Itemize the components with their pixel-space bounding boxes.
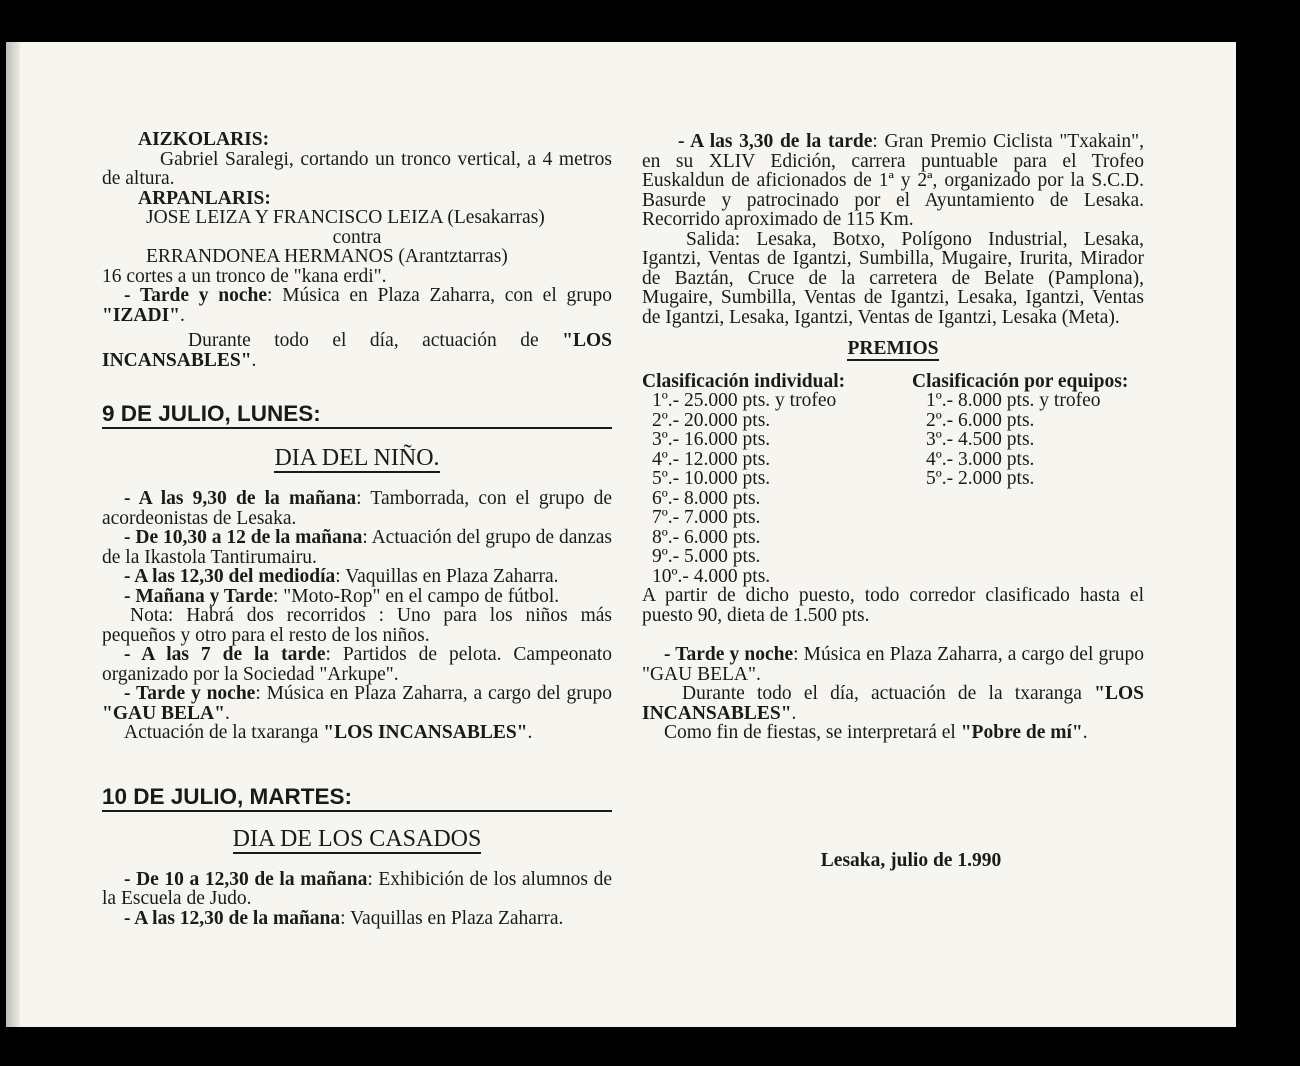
event-item: - A las 12,30 del mediodía: Vaquillas en Plaza Zaharra. xyxy=(124,566,559,587)
prize-row: 2º.- 20.000 pts. xyxy=(652,409,771,431)
individual-header: Clasificación individual: xyxy=(642,370,846,392)
prize-row: 3º.- 16.000 pts. xyxy=(652,429,771,450)
page xyxy=(6,42,1236,1027)
gran-premio-text: - A las 3,30 de la tarde: Gran Premio Ciclista "Txakain", en su XLIV Edición, carrera puntuable para el Trofeo Euskaldun de aficionados de 1ª y 2ª, organizado por la S.C.D. Basurde y patrocinado por el Ayuntamiento de Lesaka. Recorrido aproximado de 115 Km. xyxy=(642,131,1144,230)
prize-row: 5º.- 2.000 pts. xyxy=(926,468,1035,489)
footer-place-date: Lesaka, julio de 1.990 xyxy=(820,849,1002,871)
event-list-9-julio xyxy=(102,489,612,743)
salida-route-text: Salida: Lesaka, Botxo, Polígono Industrial, Lesaka, Igantzi, Ventas de Igantzi, Sumbilla, Mugaire, Irurita, Mirador de Baztán, Cruce de la carretera de Belate (Pamplona), Mugaire, Sumbilla, Ventas de Igantzi, Lesaka, Igantzi, Ventas de Igantzi, Lesaka, Igantzi, Ventas de Igantzi, Lesaka (Meta). xyxy=(642,228,1144,328)
prize-row: 1º.- 25.000 pts. y trofeo xyxy=(652,390,837,411)
prize-row: 4º.- 12.000 pts. xyxy=(652,448,771,470)
section-title-9-julio: 9 DE JULIO, LUNES: xyxy=(102,402,612,429)
event-item: Actuación de la txaranga "LOS INCANSABLES". xyxy=(124,722,533,743)
section-title-10-julio: 10 DE JULIO, MARTES: xyxy=(102,785,612,812)
section-subtitle-dia-casados: DIA DE LOS CASADOS xyxy=(232,825,482,852)
binding-edge xyxy=(6,42,20,1027)
arpan-line2: ERRANDONEA HERMANOS (Arantztarras) xyxy=(146,246,508,267)
prize-row: 10º.- 4.000 pts. xyxy=(652,565,771,587)
event-item: - Tarde y noche: Música en Plaza Zaharra, a cargo del grupo "GAU BELA". xyxy=(102,683,613,724)
prize-row: 2º.- 6.000 pts. xyxy=(926,409,1035,431)
section-subtitle-dia-nino: DIA DEL NIÑO. xyxy=(274,445,440,471)
prize-row: 9º.- 5.000 pts. xyxy=(652,546,761,567)
incansables-note: Durante todo el día, actuación de "LOS INCANSABLES". xyxy=(102,330,612,371)
arpan-contra: contra xyxy=(332,226,382,248)
prizes-table xyxy=(642,372,1144,587)
arpanlaris-label: ARPANLARIS: xyxy=(138,187,271,209)
event-item: - De 10,30 a 12 de la mañana: Actuación del grupo de danzas de la Ikastola Tantirumairu. xyxy=(102,527,612,568)
premios-title: PREMIOS xyxy=(847,338,939,359)
event-item: - A las 7 de la tarde: Partidos de pelota. Campeonato organizado por la Sociedad "Arkupe". xyxy=(102,644,612,685)
arpan-line1: JOSE LEIZA Y FRANCISCO LEIZA (Lesakarras) xyxy=(146,207,545,228)
individual-prizes xyxy=(642,372,912,587)
prize-row: 8º.- 6.000 pts. xyxy=(652,526,761,548)
event-item: - A las 12,30 de la mañana: Vaquillas en Plaza Zaharra. xyxy=(124,907,564,929)
prize-row: 1º.- 8.000 pts. y trofeo xyxy=(926,390,1101,411)
prize-row: 7º.- 7.000 pts. xyxy=(652,507,761,528)
left-column xyxy=(102,130,612,928)
event-item: - Mañana y Tarde: "Moto-Rop" en el campo de fútbol. xyxy=(124,585,560,607)
prize-row: 6º.- 8.000 pts. xyxy=(652,487,761,509)
tarde-noche-gau-bela: - Tarde y noche: Música en Plaza Zaharra, a cargo del grupo "GAU BELA". xyxy=(642,644,1144,685)
incansables-final: Durante todo el día, actuación de la txaranga "LOS INCANSABLES". xyxy=(642,683,1144,724)
dieta-text: A partir de dicho puesto, todo corredor clasificado hasta el puesto 90, dieta de 1.500 pts. xyxy=(642,585,1144,626)
event-list-10-julio xyxy=(102,870,612,929)
event-item: - De 10 a 12,30 de la mañana: Exhibición de los alumnos de la Escuela de Judo. xyxy=(102,868,612,909)
aizkolaris-label: AIZKOLARIS: xyxy=(138,129,270,150)
team-header: Clasificación por equipos: xyxy=(912,370,1129,392)
right-column xyxy=(642,132,1144,870)
prize-row: 4º.- 3.000 pts. xyxy=(926,448,1035,470)
arpan-line3: 16 cortes a un tronco de "kana erdi". xyxy=(102,265,387,287)
event-item: - A las 9,30 de la mañana: Tamborrada, con el grupo de acordeonistas de Lesaka. xyxy=(102,488,612,529)
tarde-noche-izadi: - Tarde y noche: Música en Plaza Zaharra, con el grupo "IZADI". xyxy=(102,285,613,326)
event-note: Nota: Habrá dos recorridos : Uno para los niños más pequeños y otro para el resto de los niños. xyxy=(102,605,612,646)
pobre-de-mi: Como fin de fiestas, se interpretará el "Pobre de mí". xyxy=(664,722,1088,743)
team-prizes xyxy=(912,372,1144,587)
prize-row: 5º.- 10.000 pts. xyxy=(652,468,771,489)
prize-row: 3º.- 4.500 pts. xyxy=(926,429,1035,450)
aizkolaris-text: Gabriel Saralegi, cortando un tronco vertical, a 4 metros de altura. xyxy=(102,148,612,189)
